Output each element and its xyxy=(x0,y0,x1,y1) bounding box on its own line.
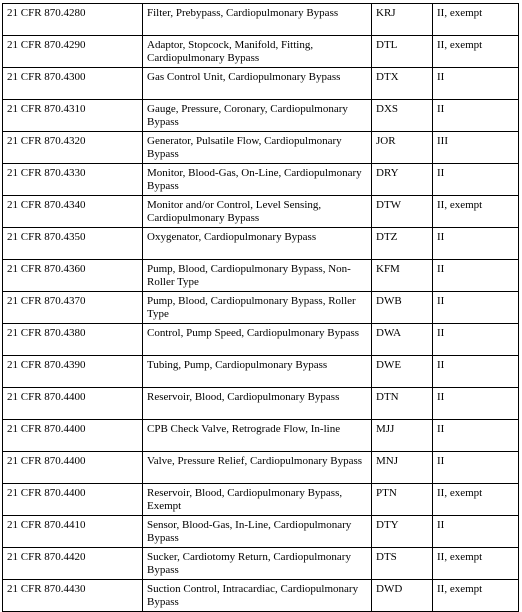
regulation-number-cell: 21 CFR 870.4400 xyxy=(3,420,143,452)
product-code-cell: DXS xyxy=(372,100,433,132)
table-row xyxy=(3,292,519,324)
device-name-cell: Gas Control Unit, Cardiopulmonary Bypass xyxy=(143,68,372,100)
product-code-cell: KRJ xyxy=(372,4,433,36)
table-row xyxy=(3,452,519,484)
table-row xyxy=(3,68,519,100)
regulation-number-cell: 21 CFR 870.4300 xyxy=(3,68,143,100)
product-code-cell: DWE xyxy=(372,356,433,388)
regulation-number-cell: 21 CFR 870.4420 xyxy=(3,548,143,580)
device-name-cell: Monitor, Blood-Gas, On-Line, Cardiopulmonary Bypass xyxy=(143,164,372,196)
device-class-cell: II xyxy=(433,68,519,100)
product-code-cell: DTY xyxy=(372,516,433,548)
device-name-cell: Suction Control, Intracardiac, Cardiopulmonary Bypass xyxy=(143,580,372,612)
device-name-cell: CPB Check Valve, Retrograde Flow, In-line xyxy=(143,420,372,452)
table-row xyxy=(3,548,519,580)
device-class-cell: II, exempt xyxy=(433,196,519,228)
device-class-cell: II xyxy=(433,324,519,356)
product-code-cell: DWB xyxy=(372,292,433,324)
regulation-number-cell: 21 CFR 870.4320 xyxy=(3,132,143,164)
device-class-cell: II xyxy=(433,292,519,324)
device-name-cell: Control, Pump Speed, Cardiopulmonary Bypass xyxy=(143,324,372,356)
device-class-cell: II, exempt xyxy=(433,580,519,612)
device-name-cell: Generator, Pulsatile Flow, Cardiopulmonary Bypass xyxy=(143,132,372,164)
device-class-cell: II xyxy=(433,420,519,452)
regulation-number-cell: 21 CFR 870.4350 xyxy=(3,228,143,260)
regulation-number-cell: 21 CFR 870.4390 xyxy=(3,356,143,388)
device-name-cell: Sensor, Blood-Gas, In-Line, Cardiopulmonary Bypass xyxy=(143,516,372,548)
device-class-cell: II, exempt xyxy=(433,4,519,36)
regulation-number-cell: 21 CFR 870.4400 xyxy=(3,484,143,516)
device-name-cell: Sucker, Cardiotomy Return, Cardiopulmonary Bypass xyxy=(143,548,372,580)
regulation-number-cell: 21 CFR 870.4430 xyxy=(3,580,143,612)
table-row xyxy=(3,420,519,452)
device-name-cell: Tubing, Pump, Cardiopulmonary Bypass xyxy=(143,356,372,388)
product-code-cell: DTX xyxy=(372,68,433,100)
device-class-cell: II xyxy=(433,388,519,420)
device-name-cell: Pump, Blood, Cardiopulmonary Bypass, Non-Roller Type xyxy=(143,260,372,292)
regulation-number-cell: 21 CFR 870.4410 xyxy=(3,516,143,548)
table-row xyxy=(3,100,519,132)
device-class-cell: II xyxy=(433,356,519,388)
table-row xyxy=(3,228,519,260)
table-row xyxy=(3,484,519,516)
product-code-cell: PTN xyxy=(372,484,433,516)
device-name-cell: Reservoir, Blood, Cardiopulmonary Bypass, Exempt xyxy=(143,484,372,516)
regulation-number-cell: 21 CFR 870.4360 xyxy=(3,260,143,292)
regulation-number-cell: 21 CFR 870.4400 xyxy=(3,388,143,420)
regulation-number-cell: 21 CFR 870.4380 xyxy=(3,324,143,356)
table-row xyxy=(3,164,519,196)
regulation-number-cell: 21 CFR 870.4290 xyxy=(3,36,143,68)
product-code-cell: DWD xyxy=(372,580,433,612)
regulation-number-cell: 21 CFR 870.4340 xyxy=(3,196,143,228)
product-code-cell: DWA xyxy=(372,324,433,356)
product-code-cell: DTW xyxy=(372,196,433,228)
table-row xyxy=(3,36,519,68)
device-class-cell: II xyxy=(433,260,519,292)
device-class-cell: III xyxy=(433,132,519,164)
table-row xyxy=(3,516,519,548)
device-name-cell: Pump, Blood, Cardiopulmonary Bypass, Roller Type xyxy=(143,292,372,324)
device-name-cell: Monitor and/or Control, Level Sensing, Cardiopulmonary Bypass xyxy=(143,196,372,228)
regulation-number-cell: 21 CFR 870.4280 xyxy=(3,4,143,36)
product-code-cell: MJJ xyxy=(372,420,433,452)
table-row xyxy=(3,388,519,420)
device-name-cell: Reservoir, Blood, Cardiopulmonary Bypass xyxy=(143,388,372,420)
device-class-cell: II xyxy=(433,100,519,132)
device-name-cell: Adaptor, Stopcock, Manifold, Fitting, Cardiopulmonary Bypass xyxy=(143,36,372,68)
regulation-table-body xyxy=(3,4,519,612)
product-code-cell: DRY xyxy=(372,164,433,196)
product-code-cell: MNJ xyxy=(372,452,433,484)
device-class-cell: II xyxy=(433,452,519,484)
regulation-number-cell: 21 CFR 870.4370 xyxy=(3,292,143,324)
table-row xyxy=(3,580,519,612)
product-code-cell: DTL xyxy=(372,36,433,68)
product-code-cell: DTN xyxy=(372,388,433,420)
device-class-cell: II xyxy=(433,228,519,260)
device-name-cell: Filter, Prebypass, Cardiopulmonary Bypass xyxy=(143,4,372,36)
table-row xyxy=(3,132,519,164)
regulation-number-cell: 21 CFR 870.4330 xyxy=(3,164,143,196)
device-class-cell: II xyxy=(433,516,519,548)
device-class-cell: II xyxy=(433,164,519,196)
product-code-cell: JOR xyxy=(372,132,433,164)
device-class-cell: II, exempt xyxy=(433,36,519,68)
regulation-number-cell: 21 CFR 870.4310 xyxy=(3,100,143,132)
table-row xyxy=(3,324,519,356)
product-code-cell: KFM xyxy=(372,260,433,292)
regulation-number-cell: 21 CFR 870.4400 xyxy=(3,452,143,484)
table-row xyxy=(3,4,519,36)
device-name-cell: Gauge, Pressure, Coronary, Cardiopulmonary Bypass xyxy=(143,100,372,132)
product-code-cell: DTZ xyxy=(372,228,433,260)
table-row xyxy=(3,196,519,228)
device-name-cell: Oxygenator, Cardiopulmonary Bypass xyxy=(143,228,372,260)
device-class-cell: II, exempt xyxy=(433,548,519,580)
product-code-cell: DTS xyxy=(372,548,433,580)
table-row xyxy=(3,356,519,388)
device-name-cell: Valve, Pressure Relief, Cardiopulmonary Bypass xyxy=(143,452,372,484)
regulation-table xyxy=(2,3,519,612)
table-row xyxy=(3,260,519,292)
device-class-cell: II, exempt xyxy=(433,484,519,516)
